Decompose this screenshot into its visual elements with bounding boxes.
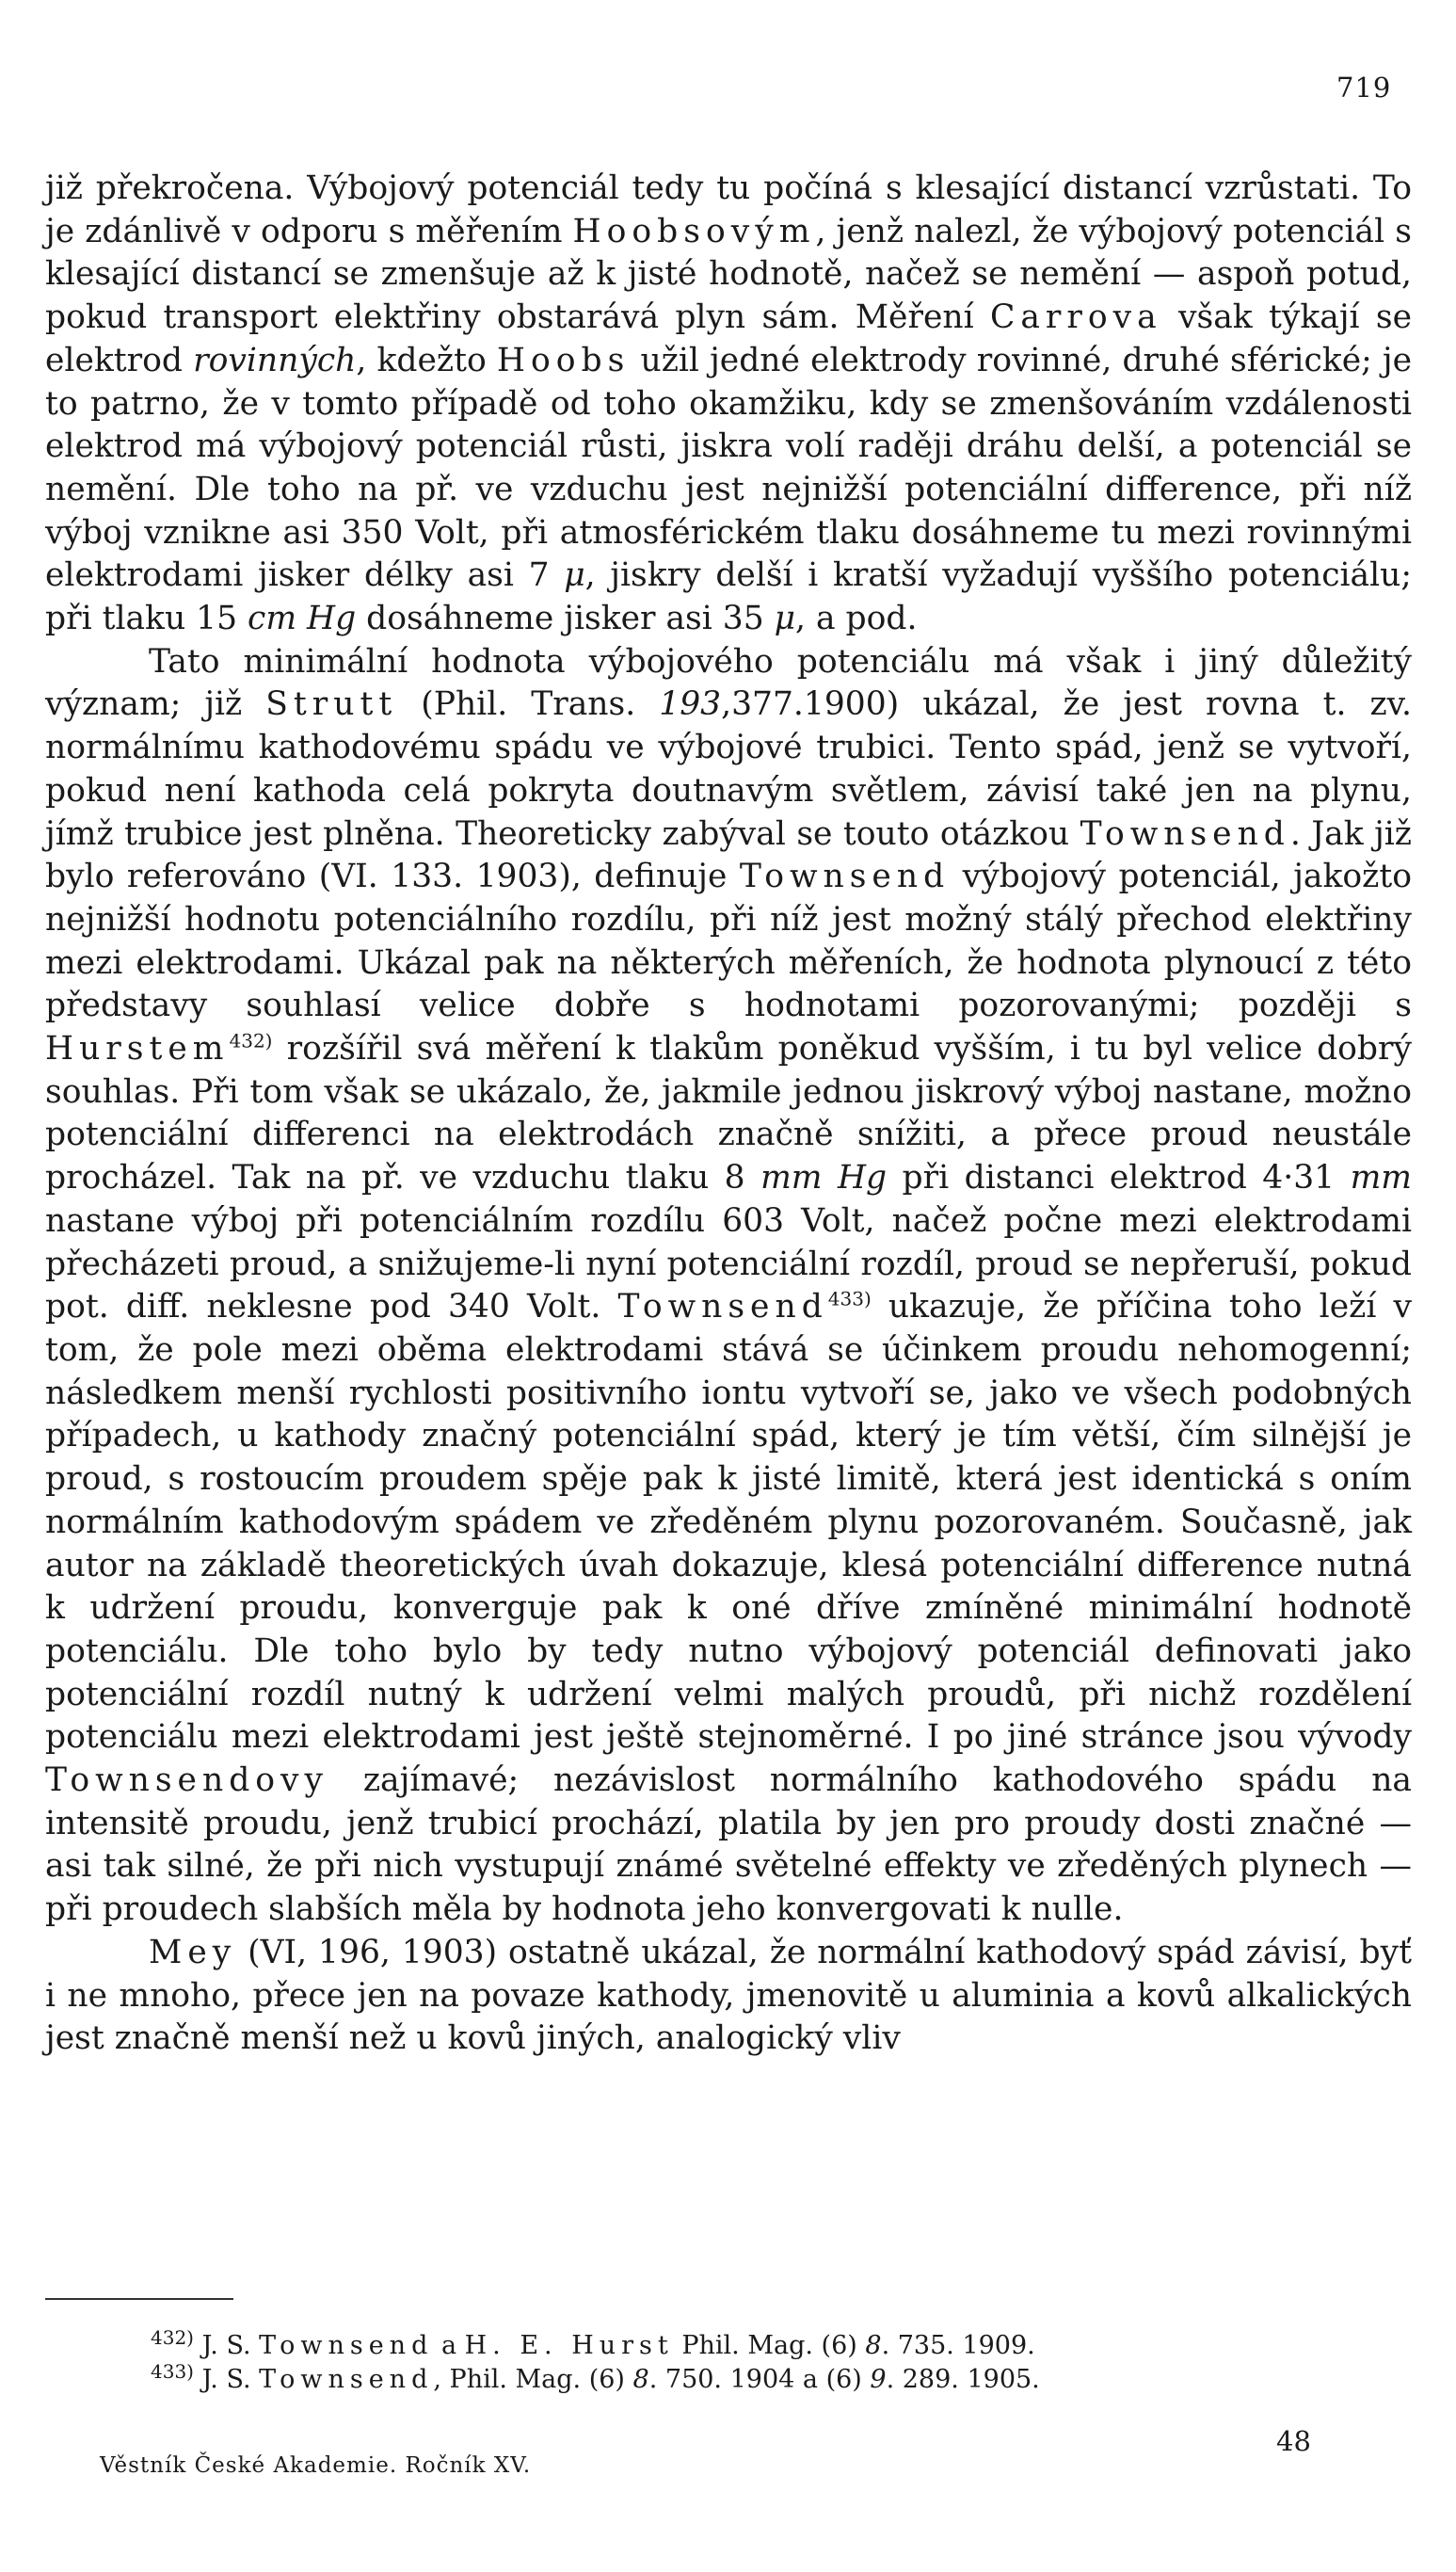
journal-footer: Věstník České Akademie. Ročník XV.	[100, 2453, 532, 2478]
spaced-name: Hoobsovým	[572, 212, 816, 250]
text-run: ,377.1900) ukázal, že jest rovna t. zv. normálnímu kathodovému spádu ve výbojové trubici. Tento spád, jenž se vytvoří, pokud není kathoda celá pokryta doutnavým světlem, závisí také jen na plynu, jímž trubice jest plněna. Theoreticky zabýval se touto otázkou	[45, 685, 1413, 853]
signature-number: 48	[1276, 2425, 1311, 2457]
text-run: při distanci elektrod 4·31	[887, 1159, 1351, 1198]
text-run: , Phil. Mag. (6)	[433, 2365, 633, 2394]
footnote	[151, 2360, 1374, 2397]
text-run: , jenž nalezl, že výbojový potenciál s klesající distancí se zmenšuje až k jisté hodnotě, načež se nemění — aspoň potud, pokud transport elektřiny obstarává plyn sám. Měření	[45, 212, 1412, 337]
spaced-name: H. E. Hurst	[464, 2331, 674, 2360]
text-run: . Jak již bylo referováno (VI. 133. 1903), definuje	[45, 814, 1412, 896]
text-run: nastane výboj při potenciálním rozdílu 603 Volt, načež počne mezi elektrodami přecházeti proud, a snižujeme-li nyní potenciální rozdíl, proud se nepřeruší, pokud pot. diff. neklesne pod 340 Volt.	[45, 1201, 1412, 1326]
text-run: však týkají se elektrod	[45, 298, 1412, 379]
paragraph	[45, 168, 1412, 641]
paragraph	[45, 1932, 1412, 2061]
spaced-name: Townsend	[259, 2331, 434, 2360]
italic-text: μ	[774, 600, 796, 638]
text-run: . 750. 1904 a (6)	[648, 2365, 871, 2394]
text-run: . 735. 1909.	[881, 2331, 1035, 2360]
text-run: zajímavé; nezávislost normálního kathodového spádu na intensitě proudu, jenž trubicí prochází, platila by jen pro proudy dosti značné — asi tak silné, že při nich vystupují známé světelné effekty ve zředěných plynech — při proudech slabších měla by hodnota jeho konvergovati k nulle.	[45, 1761, 1412, 1929]
footnote-ref: 433)	[151, 2360, 194, 2383]
spaced-name: Townsendovy	[45, 1761, 329, 1800]
text-run: J. S.	[193, 2331, 260, 2360]
text-run: . 289. 1905.	[886, 2365, 1040, 2394]
text-run: Tato minimální hodnota výbojového potenciálu má však i jiný důležitý význam; již	[45, 642, 1412, 724]
text-run: J. S.	[193, 2365, 260, 2394]
page-number: 719	[1336, 72, 1392, 104]
italic-text: cm Hg	[248, 600, 357, 638]
text-run: dosáhneme jisker asi 35	[356, 600, 775, 638]
text-run: , jiskry delší i kratší vyžadují vyššího potenciálu; při tlaku 15	[45, 556, 1412, 638]
text-run: užil jedné elektrody rovinné, druhé sférické; je to patrno, že v tomto případě od toho okamžiku, kdy se zmenšováním vzdálenosti elektrod má výbojový potenciál růsti, jiskra volí raději dráhu delší, a potenciál se nemění. Dle toho na př. ve vzduchu jest nejnižší potenciální difference, při níž výboj vznikne asi 350 Volt, při atmosférickém tlaku dosáhneme tu mezi rovinnými elektrodami jisker délky asi 7	[45, 341, 1413, 595]
text-run: již překročena. Výbojový potenciál tedy tu počíná s klesající distancí vzrůstati. To je zdánlivě v odporu s měřením	[45, 169, 1412, 250]
italic-text: 9	[870, 2365, 887, 2394]
footnote-ref: 432)	[229, 1029, 273, 1053]
footnote-ref: 432)	[151, 2326, 194, 2349]
italic-text: mm Hg	[760, 1159, 888, 1198]
footnote-ref: 433)	[827, 1287, 872, 1310]
text-run: (Phil. Trans.	[397, 685, 660, 724]
spaced-name: Townsend	[1080, 814, 1290, 853]
spaced-name: Strutt	[265, 685, 398, 724]
spaced-name: Townsend	[259, 2365, 434, 2394]
italic-text: mm	[1350, 1159, 1412, 1198]
text-run: , a pod.	[795, 600, 918, 638]
italic-text: 8	[632, 2365, 649, 2394]
spaced-name: Townsend	[617, 1288, 828, 1326]
main-text	[45, 168, 1412, 2061]
text-run: Phil. Mag. (6)	[673, 2331, 866, 2360]
text-run: výbojový potenciál, jakožto nejnižší hodnotu potenciálního rozdílu, při níž jest možný stálý přechod elektřiny mezi elektrodami. Ukázal pak na některých měřeních, že hodnota plynoucí z této představy souhlasí velice dobře s hodnotami pozorovanými; později s	[45, 858, 1412, 1025]
footnote	[151, 2326, 1374, 2363]
paragraph	[45, 641, 1412, 1932]
spaced-name: Mey	[149, 1933, 237, 1971]
text-run: rozšířil svá měření k tlakům poněkud vyšším, i tu byl velice dobrý souhlas. Při tom však se ukázalo, že, jakmile jednou jiskrový výboj nastane, možno potenciální differenci na elektrodách značně snížiti, a přece proud neustále procházel. Tak na př. ve vzduchu tlaku 8	[45, 1030, 1412, 1198]
italic-text: μ	[564, 556, 585, 595]
text-run: (VI, 196, 1903) ostatně ukázal, že normální kathodový spád závisí, byť i ne mnoho, přece jen na povaze kathody, jmenovitě u aluminia a kovů alkalických jest značně menší než u kovů jiných, analogický vliv	[45, 1933, 1412, 2058]
footnotes	[151, 2326, 1374, 2397]
spaced-name: Hoobs	[496, 341, 631, 379]
spaced-name: Hurstem	[45, 1030, 230, 1069]
text-run: , kdežto	[356, 341, 497, 379]
text-run: ukazuje, že příčina toho leží v tom, že pole mezi oběma elektrodami stává se účinkem proudu nehomogenní; následkem menší rychlosti positivního iontu vytvoří se, jako ve všech podobných případech, u kathody značný potenciální spád, který je tím větší, čím silnější je proud, s rostoucím proudem spěje pak k jisté limitě, která jest identická s oním normálním kathodovým spádem ve zředěném plynu pozorovaném. Současně, jak autor na základě theoretických úvah dokazuje, klesá potenciální difference nutná k udržení proudu, konverguje pak k oné dříve zmíněné minimální hodnotě potenciálu. Dle toho bylo by tedy nutno výbojový potenciál definovati jako potenciální rozdíl nutný k udržení velmi malých proudů, při nichž rozdělení potenciálu mezi elektrodami jest ještě stejnoměrné. I po jiné stránce jsou vývody	[45, 1288, 1412, 1757]
text-run: a	[433, 2331, 465, 2360]
spaced-name: Townsend	[739, 858, 951, 896]
spaced-name: Carrova	[989, 298, 1162, 337]
italic-text: 8	[865, 2331, 882, 2360]
italic-text: rovinných	[193, 341, 357, 379]
italic-text: 193	[659, 685, 722, 724]
footnote-divider	[45, 2298, 233, 2300]
